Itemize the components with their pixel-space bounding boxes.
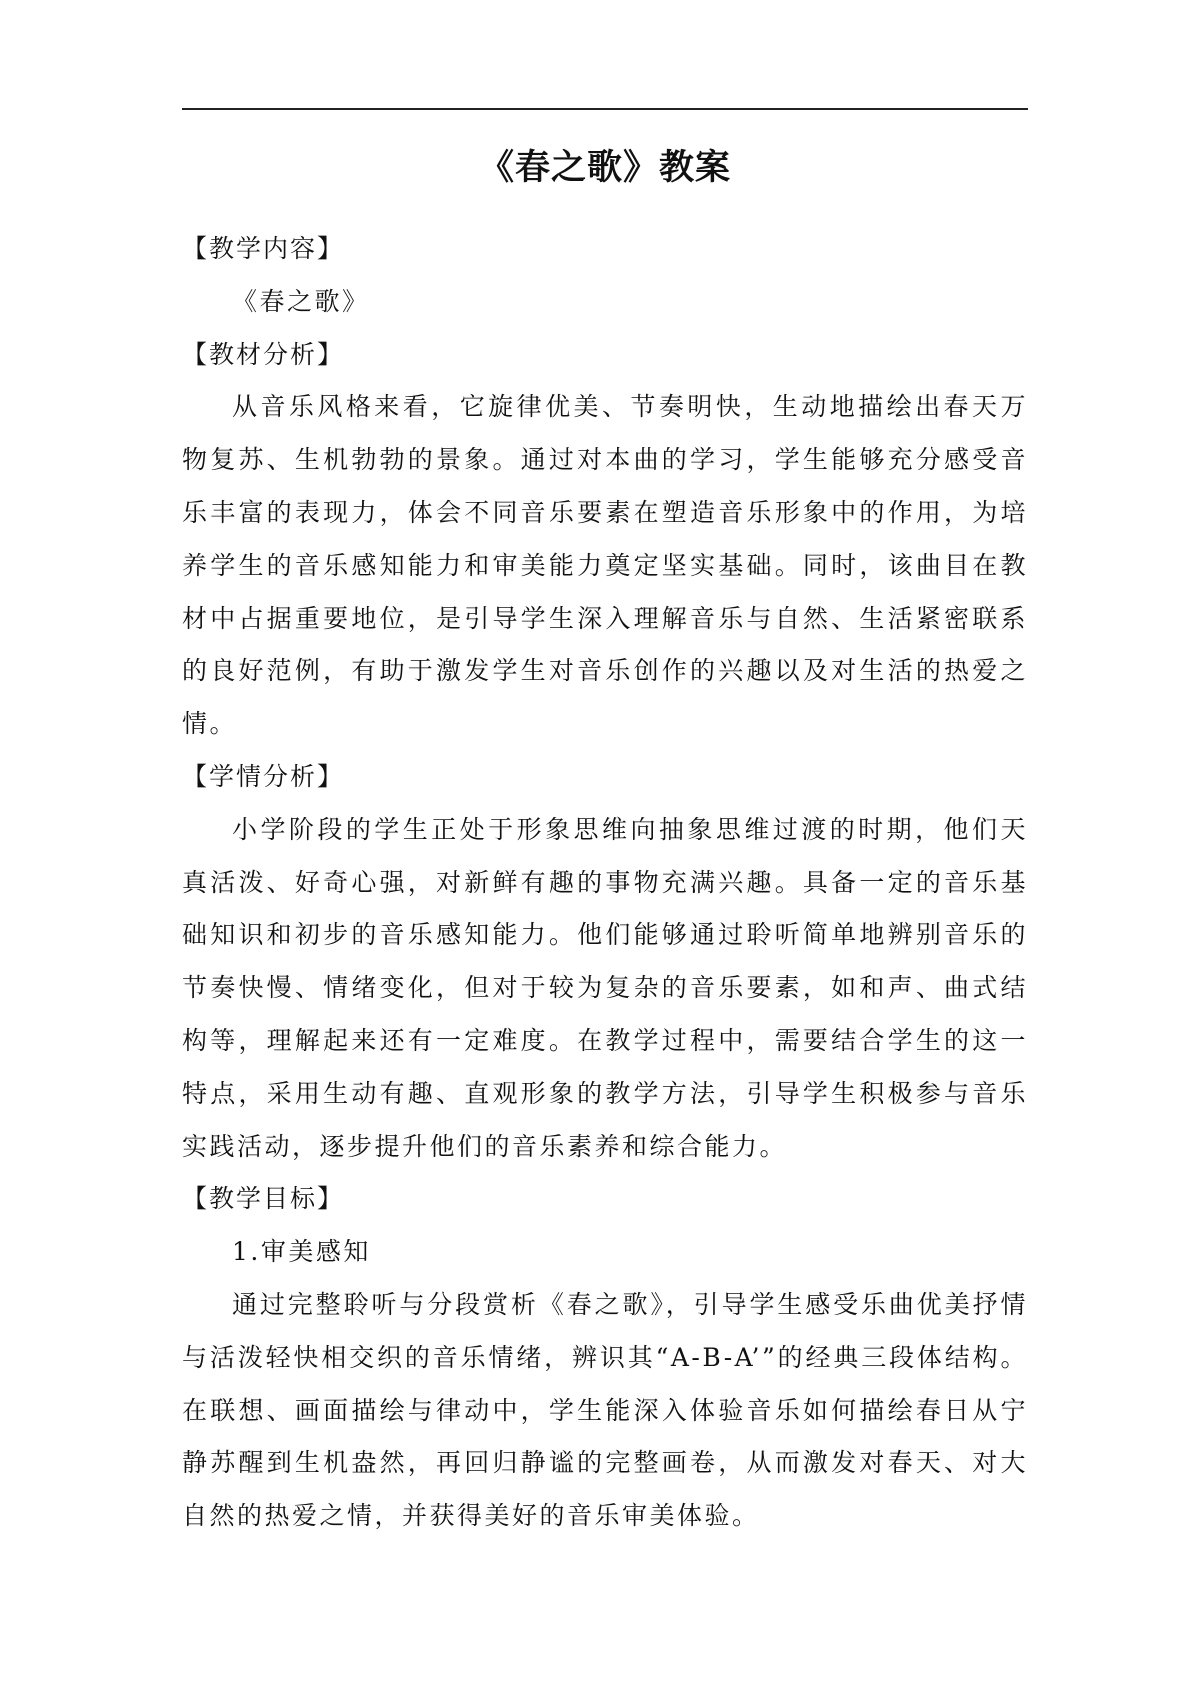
content-text: 《春之歌》 [232,286,370,316]
section-heading-student-analysis: 【学情分析】 [182,761,345,791]
material-analysis-text: 从音乐风格来看，它旋律优美、节奏明快，生动地描绘出春天万物复苏、生机勃勃的景象。通过对本曲的学习，学生能够充分感受音乐丰富的表现力，体会不同音乐要素在塑造音乐形象中的作用，为培养学生的音乐感知能力和审美能力奠定坚实基础。同时，该曲目在教材中占据重要地位，是引导学生深入理解音乐与自然、生活紧密联系的良好范例，有助于激发学生对音乐创作的兴趣以及对生活的热爱之情。 [182,392,1028,739]
section-heading-objectives: 【教学目标】 [182,1184,345,1214]
document-body [182,223,1028,1543]
objective-item-title: 1.审美感知 [232,1237,371,1267]
section-heading-content: 【教学内容】 [182,234,345,263]
student-analysis-text: 小学阶段的学生正处于形象思维向抽象思维过渡的时期，他们天真活泼、好奇心强，对新鲜有趣的事物充满兴趣。具备一定的音乐基础知识和初步的音乐感知能力。他们能够通过聆听简单地辨别音乐的节奏快慢、情绪变化，但对于较为复杂的音乐要素，如和声、曲式结构等，理解起来还有一定难度。在教学过程中，需要结合学生的这一特点，采用生动有趣、直观形象的教学方法，引导学生积极参与音乐实践活动，逐步提升他们的音乐素养和综合能力。 [182,814,1028,1161]
section-heading-material-analysis: 【教材分析】 [182,339,345,369]
objective-item-text: 通过完整聆听与分段赏析《春之歌》，引导学生感受乐曲优美抒情与活泼轻快相交织的音乐情绪，辨识其“A-B-A’”的经典三段体结构。在联想、画面描绘与律动中，学生能深入体验音乐如何描绘春日从宁静苏醒到生机盎然，再回归静谧的完整画卷，从而激发对春天、对大自然的热爱之情，并获得美好的音乐审美体验。 [182,1289,1028,1531]
header-rule [182,108,1028,110]
document-title: 《春之歌》教案 [478,147,731,188]
